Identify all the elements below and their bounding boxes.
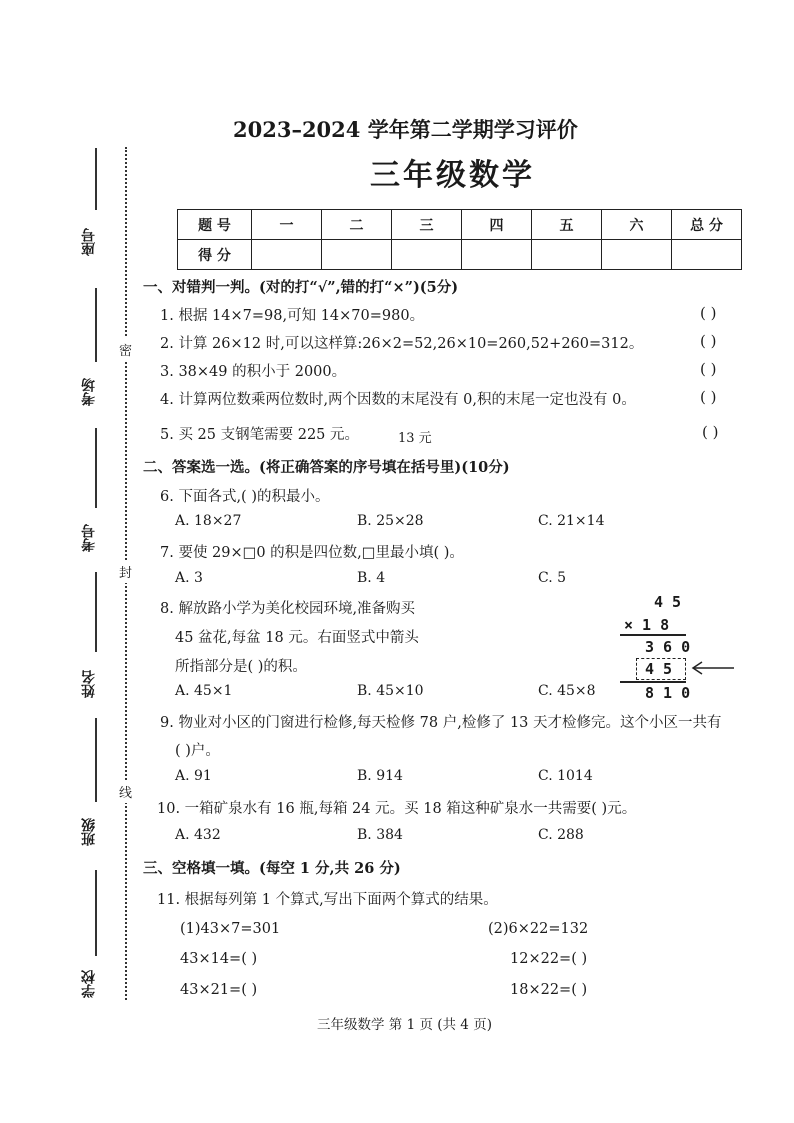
q8-option-a[interactable]: A. 45×1 [175, 683, 233, 699]
q2-text: 2. 计算 26×12 时,可以这样算:26×2=52,26×10=260,52+260=312。 [160, 336, 644, 352]
exam-number-label: 考号 [81, 524, 97, 552]
score-input-cell[interactable] [392, 240, 462, 270]
score-table-score-row [178, 240, 742, 270]
score-header-cell: 四 [462, 210, 532, 240]
score-input-cell[interactable] [252, 240, 322, 270]
score-input-cell[interactable] [322, 240, 392, 270]
vertical-mult-partial-1: 3 6 0 [645, 638, 691, 656]
class-label: 班级 [81, 818, 97, 846]
seat-number-label: 座号 [81, 228, 97, 256]
q11-text: 11. 根据每列第 1 个算式,写出下面两个算式的结果。 [157, 892, 498, 908]
q11-col2-blank-1[interactable]: 12×22=( ) [510, 951, 588, 967]
score-input-cell[interactable] [532, 240, 602, 270]
score-input-cell[interactable] [672, 240, 742, 270]
seal-char-xian: 线 [119, 780, 132, 803]
q9-option-a[interactable]: A. 91 [175, 768, 212, 784]
q8-option-b[interactable]: B. 45×10 [357, 683, 424, 699]
exam-room-label: 考场 [81, 378, 97, 406]
q7-option-b[interactable]: B. 4 [357, 570, 386, 586]
section3-title: 三、空格填一填。(每空 1 分,共 26 分) [143, 860, 401, 877]
q10-text: 10. 一箱矿泉水有 16 瓶,每箱 24 元。买 18 箱这种矿泉水一共需要( )元。 [157, 801, 637, 817]
q10-option-a[interactable]: A. 432 [175, 827, 221, 843]
q9-option-c[interactable]: C. 1014 [538, 768, 593, 784]
q10-option-b[interactable]: B. 384 [357, 827, 403, 843]
q8-option-c[interactable]: C. 45×8 [538, 683, 596, 699]
q11-col1-blank-1[interactable]: 43×14=( ) [180, 951, 258, 967]
q5-text: 5. 买 25 支钢笔需要 225 元。 [160, 427, 360, 443]
q7-option-c[interactable]: C. 5 [538, 570, 567, 586]
binding-line-4 [95, 572, 97, 652]
q11-col1-blank-2[interactable]: 43×21=( ) [180, 982, 258, 998]
vertical-mult-rule-1 [620, 634, 686, 636]
score-header-cell: 三 [392, 210, 462, 240]
score-header-cell: 总 分 [672, 210, 742, 240]
binding-line-1 [95, 148, 97, 210]
vertical-mult-multiplier: × 1 8 [624, 616, 670, 634]
q4-text: 4. 计算两位数乘两位数时,两个因数的末尾没有 0,积的末尾一定也没有 0。 [160, 392, 636, 408]
q6-text: 6. 下面各式,( )的积最小。 [160, 489, 330, 505]
arrow-left-icon [690, 661, 736, 675]
vertical-mult-top: 4 5 [654, 593, 682, 611]
q7-option-a[interactable]: A. 3 [175, 570, 203, 586]
q10-option-c[interactable]: C. 288 [538, 827, 584, 843]
vertical-mult-rule-2 [620, 681, 686, 683]
q5-answer-blank[interactable]: ( ) [702, 423, 719, 441]
score-header-cell: 一 [252, 210, 322, 240]
binding-line-3 [95, 428, 97, 508]
score-input-cell[interactable] [462, 240, 532, 270]
score-header-cell: 二 [322, 210, 392, 240]
score-table [177, 209, 742, 270]
score-table-header-row [178, 210, 742, 240]
binding-line-6 [95, 870, 97, 956]
q11-col1-example: (1)43×7=301 [180, 921, 281, 937]
q5-price-note: 13 元 [398, 431, 432, 446]
binding-line-5 [95, 718, 97, 802]
score-input-cell[interactable] [602, 240, 672, 270]
score-header-cell: 题 号 [178, 210, 252, 240]
school-label: 学校 [81, 970, 97, 998]
q3-text: 3. 38×49 的积小于 2000。 [160, 364, 347, 380]
vertical-mult-result: 8 1 0 [645, 684, 691, 702]
q9-line-1: 9. 物业对小区的门窗进行检修,每天检修 78 户,检修了 13 天才检修完。这个小区一共有 [160, 715, 722, 731]
subject-title: 三年级数学 [370, 158, 535, 193]
score-header-cell: 五 [532, 210, 602, 240]
q9-option-b[interactable]: B. 914 [357, 768, 403, 784]
q3-answer-blank[interactable]: ( ) [700, 360, 717, 378]
q6-option-a[interactable]: A. 18×27 [175, 513, 242, 529]
q6-option-b[interactable]: B. 25×28 [357, 513, 424, 529]
section1-title: 一、对错判一判。(对的打“√”,错的打“×”)(5分) [143, 279, 459, 296]
page-footer: 三年级数学 第 1 页 (共 4 页) [317, 1017, 492, 1033]
section2-title: 二、答案选一选。(将正确答案的序号填在括号里)(10分) [143, 459, 510, 476]
q1-text: 1. 根据 14×7=98,可知 14×70=980。 [160, 308, 425, 324]
score-row-label: 得 分 [178, 240, 252, 270]
q6-option-c[interactable]: C. 21×14 [538, 513, 605, 529]
q7-text: 7. 要使 29×□0 的积是四位数,□里最小填( )。 [160, 545, 464, 561]
q8-line-2: 45 盆花,每盆 18 元。右面竖式中箭头 [175, 630, 419, 646]
q8-line-1: 8. 解放路小学为美化校园环境,准备购买 [160, 601, 416, 617]
binding-line-2 [95, 288, 97, 362]
exam-title: 2023–2024 学年第二学期学习评价 [233, 117, 578, 142]
q1-answer-blank[interactable]: ( ) [700, 304, 717, 322]
score-header-cell: 六 [602, 210, 672, 240]
q2-answer-blank[interactable]: ( ) [700, 332, 717, 350]
name-label: 姓名 [81, 670, 97, 698]
q9-line-2: ( )户。 [175, 743, 220, 759]
q4-answer-blank[interactable]: ( ) [700, 388, 717, 406]
q11-col2-blank-2[interactable]: 18×22=( ) [510, 982, 588, 998]
q8-line-3: 所指部分是( )的积。 [175, 659, 307, 675]
seal-char-mi: 密 [119, 338, 132, 361]
vertical-mult-partial-2: 4 5 [645, 660, 673, 678]
q11-col2-example: (2)6×22=132 [488, 921, 589, 937]
seal-char-feng: 封 [119, 560, 132, 583]
